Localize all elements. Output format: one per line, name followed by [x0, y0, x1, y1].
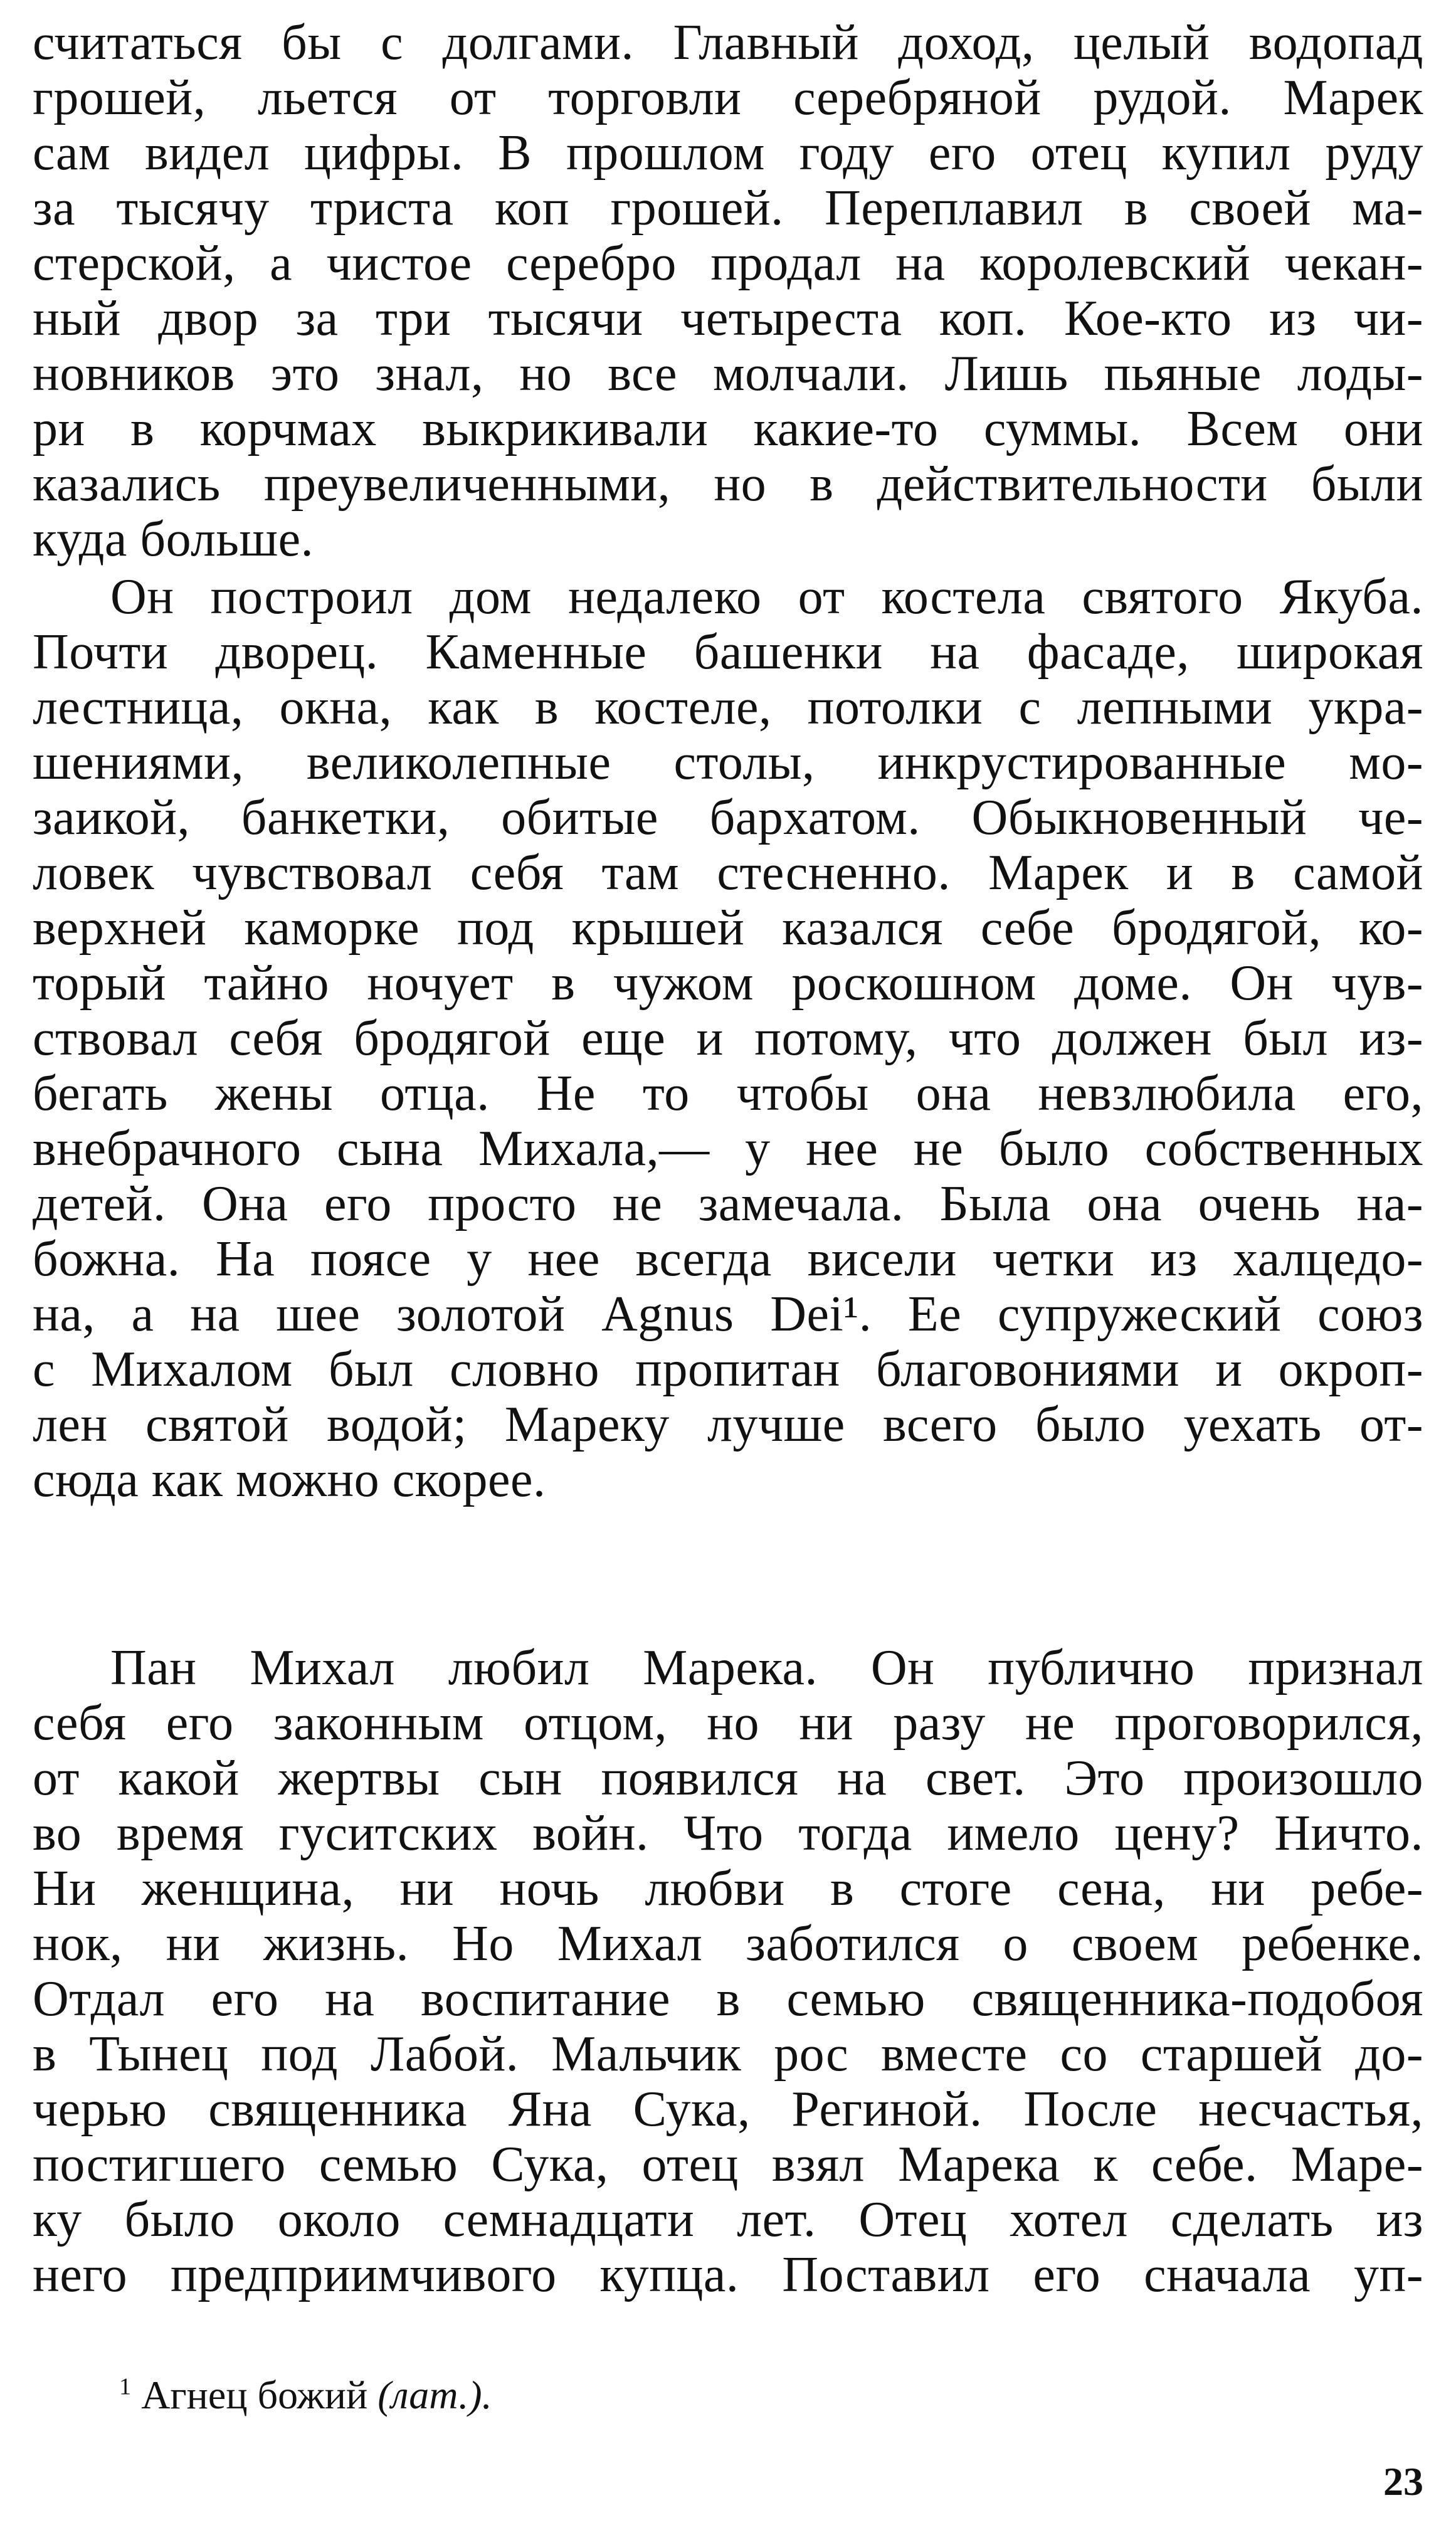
text-line-with-footnote-ref: на, а на шее золотой Agnus Dei¹. Ее супружеский союз: [33, 1287, 1423, 1342]
text-line: Отдал его на воспитание в семью священника-подобоя: [33, 1971, 1423, 2027]
text-line: верхней каморке под крышей казался себе бродягой, ко-: [33, 900, 1423, 956]
text-line: сюда как можно скорее.: [33, 1452, 546, 1507]
text-line: себя его законным отцом, но ни разу не проговорился,: [33, 1695, 1423, 1751]
footnote: [119, 2370, 492, 2420]
text-line: божна. На поясе у нее всегда висели четки из халцедо-: [33, 1231, 1423, 1287]
text-line: считаться бы с долгами. Главный доход, целый водопад: [33, 15, 1423, 70]
text-line: черью священника Яна Сука, Региной. После несчастья,: [33, 2082, 1423, 2137]
text-line: стерской, а чистое серебро продал на королевский чекан-: [33, 236, 1423, 291]
text-line: ри в корчмах выкрикивали какие-то суммы. Всем они: [33, 401, 1423, 456]
text-line: Пан Михал любил Марека. Он публично признал: [110, 1640, 1423, 1695]
text-line: Почти дворец. Каменные башенки на фасаде, широкая: [33, 625, 1423, 680]
text-line: внебрачного сына Михала,— у нее не было собственных: [33, 1121, 1423, 1176]
text-line: ный двор за три тысячи четыреста коп. Кое-кто из чи-: [33, 291, 1423, 346]
text-line: казались преувеличенными, но в действительности были: [33, 456, 1423, 512]
text-line: нок, ни жизнь. Но Михал заботился о своем ребенке.: [33, 1916, 1423, 1971]
text-line: него предприимчивого купца. Поставил его сначала уп-: [33, 2247, 1423, 2302]
text-line: торый тайно ночует в чужом роскошном доме. Он чув-: [33, 956, 1423, 1011]
text-line: грошей, льется от торговли серебряной рудой. Марек: [33, 70, 1423, 125]
text-line: новников это знал, но все молчали. Лишь пьяные лоды-: [33, 346, 1423, 401]
text-line: от какой жертвы сын появился на свет. Это произошло: [33, 1751, 1423, 1806]
text-line: заикой, банкетки, обитые бархатом. Обыкновенный че-: [33, 790, 1423, 845]
text-line: постигшего семью Сука, отец взял Марека к себе. Маре-: [33, 2137, 1423, 2192]
text-line: сам видел цифры. В прошлом году его отец купил руду: [33, 125, 1423, 181]
text-line: ку было около семнадцати лет. Отец хотел сделать из: [33, 2192, 1423, 2247]
text-line: детей. Она его просто не замечала. Была она очень на-: [33, 1176, 1423, 1231]
text-line: с Михалом был словно пропитан благовониями и окроп-: [33, 1342, 1423, 1397]
text-line: лестница, окна, как в костеле, потолки с лепными укра-: [33, 680, 1423, 735]
text-line: куда больше.: [33, 512, 314, 567]
footnote-text: Агнец божий: [141, 2373, 368, 2417]
text-line: шениями, великолепные столы, инкрустированные мо-: [33, 735, 1423, 790]
footnote-language-note: (лат.).: [377, 2373, 492, 2417]
text-line: Ни женщина, ни ночь любви в стоге сена, ни ребе-: [33, 1861, 1423, 1916]
footnote-marker: 1: [119, 2373, 132, 2400]
text-line: лен святой водой; Мареку лучше всего было уехать от-: [33, 1397, 1423, 1452]
text-line: в Тынец под Лабой. Мальчик рос вместе со старшей до-: [33, 2027, 1423, 2082]
text-line: за тысячу триста коп грошей. Переплавил в своей ма-: [33, 181, 1423, 236]
text-line: во время гуситских войн. Что тогда имело цену? Ничто.: [33, 1806, 1423, 1861]
text-line: ствовал себя бродягой еще и потому, что должен был из-: [33, 1011, 1423, 1066]
page-number: 23: [1383, 2459, 1423, 2504]
text-line: бегать жены отца. Не то чтобы она невзлюбила его,: [33, 1066, 1423, 1121]
text-line: ловек чувствовал себя там стесненно. Марек и в самой: [33, 845, 1423, 900]
text-line: Он построил дом недалеко от костела святого Якуба.: [110, 569, 1423, 625]
